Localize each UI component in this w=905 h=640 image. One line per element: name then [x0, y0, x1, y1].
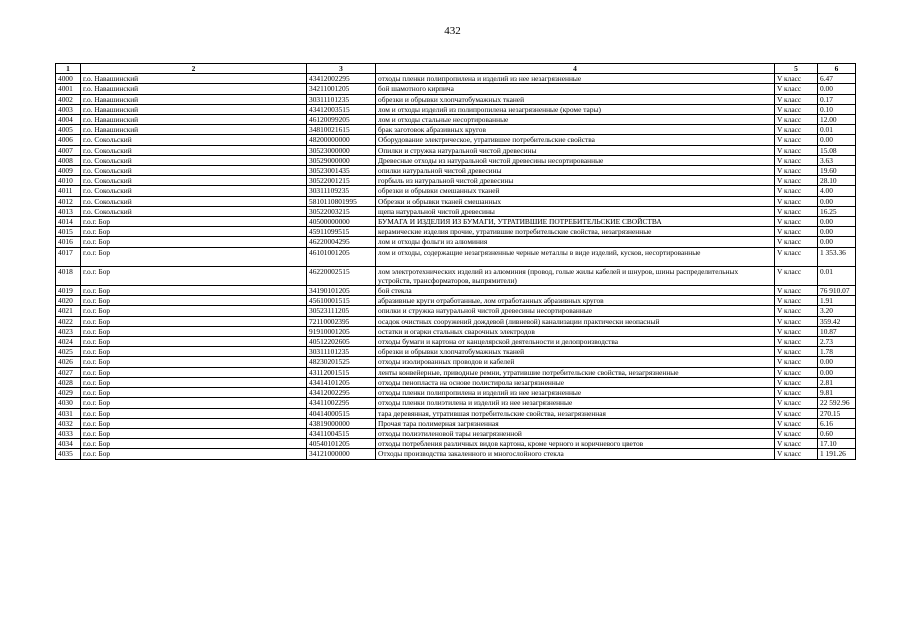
cell-municipality: г.о.г. Бор: [81, 227, 307, 237]
cell-waste-name: Опилки и стружка натуральной чистой древесины: [376, 145, 775, 155]
cell-waste-name: тара деревянная, утратившая потребительские свойства, незагрязненная: [376, 408, 775, 418]
cell-amount: 2.81: [818, 377, 856, 387]
table-row: [56, 217, 856, 227]
cell-municipality: г.о.г. Бор: [81, 326, 307, 336]
cell-row-number: 4026: [56, 357, 81, 367]
cell-row-number: 4015: [56, 227, 81, 237]
cell-municipality: г.о. Навашинский: [81, 74, 307, 84]
cell-municipality: г.о. Сокольский: [81, 166, 307, 176]
cell-waste-code: 46220002515: [307, 266, 376, 285]
cell-row-number: 4011: [56, 186, 81, 196]
cell-waste-code: 34121000000: [307, 449, 376, 459]
cell-amount: 0.00: [818, 357, 856, 367]
cell-hazard-class: V класс: [775, 367, 818, 377]
cell-row-number: 4028: [56, 377, 81, 387]
cell-amount: 1.78: [818, 347, 856, 357]
cell-municipality: г.о.г. Бор: [81, 217, 307, 227]
table-row: [56, 418, 856, 428]
cell-municipality: г.о.г. Бор: [81, 316, 307, 326]
cell-waste-name: отходы пленки полипропилена и изделий из нее незагрязненные: [376, 74, 775, 84]
cell-hazard-class: V класс: [775, 316, 818, 326]
table-row: [56, 186, 856, 196]
cell-amount: 10.87: [818, 326, 856, 336]
cell-waste-code: 40540101205: [307, 439, 376, 449]
table-row: [56, 196, 856, 206]
cell-row-number: 4010: [56, 176, 81, 186]
column-header-1: 1: [56, 64, 81, 74]
cell-municipality: г.о.г. Бор: [81, 418, 307, 428]
cell-waste-name: керамические изделия прочие, утратившие потребительские свойства, незагрязненные: [376, 227, 775, 237]
page-number: 432: [444, 25, 461, 37]
cell-row-number: 4013: [56, 206, 81, 216]
cell-waste-code: 34810021615: [307, 125, 376, 135]
cell-waste-code: 30522003215: [307, 206, 376, 216]
cell-municipality: г.о.г. Бор: [81, 237, 307, 247]
cell-municipality: г.о. Сокольский: [81, 186, 307, 196]
cell-municipality: г.о.г. Бор: [81, 377, 307, 387]
table-row: [56, 155, 856, 165]
cell-waste-name: обрезки и обрывки хлопчатобумажных тканей: [376, 94, 775, 104]
cell-waste-name: Отходы производства закаленного и многослойного стекла: [376, 449, 775, 459]
table-row: [56, 94, 856, 104]
cell-waste-code: 43112001515: [307, 367, 376, 377]
table-row: [56, 306, 856, 316]
cell-amount: 0.00: [818, 217, 856, 227]
cell-municipality: г.о.г. Бор: [81, 296, 307, 306]
cell-waste-name: отходы полиэтиленовой тары незагрязненной: [376, 428, 775, 438]
cell-municipality: г.о.г. Бор: [81, 347, 307, 357]
table-row: [56, 166, 856, 176]
cell-row-number: 4009: [56, 166, 81, 176]
cell-hazard-class: V класс: [775, 286, 818, 296]
cell-municipality: г.о. Сокольский: [81, 176, 307, 186]
cell-municipality: г.о.г. Бор: [81, 337, 307, 347]
table-row: [56, 388, 856, 398]
cell-hazard-class: V класс: [775, 145, 818, 155]
cell-municipality: г.о. Сокольский: [81, 155, 307, 165]
cell-waste-name: отходы потребления различных видов картона, кроме черного и коричневого цветов: [376, 439, 775, 449]
cell-amount: 2.73: [818, 337, 856, 347]
cell-waste-code: 45911099515: [307, 227, 376, 237]
cell-row-number: 4033: [56, 428, 81, 438]
table-row: [56, 247, 856, 266]
cell-amount: 0.10: [818, 104, 856, 114]
cell-hazard-class: V класс: [775, 439, 818, 449]
cell-row-number: 4017: [56, 247, 81, 266]
cell-municipality: г.о. Сокольский: [81, 135, 307, 145]
cell-waste-name: бой шамотного кирпича: [376, 84, 775, 94]
cell-amount: 4.00: [818, 186, 856, 196]
cell-amount: 0.60: [818, 428, 856, 438]
cell-waste-name: Обрезки и обрывки тканей смешанных: [376, 196, 775, 206]
cell-waste-name: осадок очистных сооружений дождевой (ливневой) канализации практически неопасный: [376, 316, 775, 326]
table-row: [56, 316, 856, 326]
cell-waste-code: 43414101205: [307, 377, 376, 387]
cell-row-number: 4032: [56, 418, 81, 428]
cell-amount: 3.20: [818, 306, 856, 316]
cell-waste-name: отходы пенопласта на основе полистирола незагрязненные: [376, 377, 775, 387]
table-header-row: [56, 64, 856, 74]
table-row: [56, 176, 856, 186]
cell-row-number: 4004: [56, 115, 81, 125]
cell-waste-name: Прочая тара полимерная загрязненная: [376, 418, 775, 428]
cell-hazard-class: V класс: [775, 206, 818, 216]
cell-amount: 1 191.26: [818, 449, 856, 459]
cell-municipality: г.о. Сокольский: [81, 145, 307, 155]
cell-row-number: 4012: [56, 196, 81, 206]
cell-waste-code: 30311101235: [307, 94, 376, 104]
cell-amount: 19.60: [818, 166, 856, 176]
cell-row-number: 4023: [56, 326, 81, 336]
cell-amount: 1 353.36: [818, 247, 856, 266]
cell-amount: 3.63: [818, 155, 856, 165]
cell-amount: 0.00: [818, 237, 856, 247]
cell-amount: 22 592.96: [818, 398, 856, 408]
waste-registry-table: [55, 63, 856, 460]
cell-waste-code: 30311101235: [307, 347, 376, 357]
cell-waste-name: отходы бумаги и картона от канцелярской деятельности и делопроизводства: [376, 337, 775, 347]
cell-hazard-class: V класс: [775, 166, 818, 176]
cell-waste-code: 30523001435: [307, 166, 376, 176]
cell-hazard-class: V класс: [775, 84, 818, 94]
cell-amount: 76 910.07: [818, 286, 856, 296]
cell-municipality: г.о. Навашинский: [81, 84, 307, 94]
cell-waste-code: 30529000000: [307, 155, 376, 165]
cell-hazard-class: V класс: [775, 176, 818, 186]
table-row: [56, 227, 856, 237]
cell-hazard-class: V класс: [775, 135, 818, 145]
column-header-2: 2: [81, 64, 307, 74]
cell-amount: 0.00: [818, 196, 856, 206]
table-row: [56, 145, 856, 155]
cell-hazard-class: V класс: [775, 357, 818, 367]
table-row: [56, 367, 856, 377]
column-header-3: 3: [307, 64, 376, 74]
cell-waste-name: щепа натуральной чистой древесины: [376, 206, 775, 216]
cell-waste-code: 40512202605: [307, 337, 376, 347]
cell-row-number: 4025: [56, 347, 81, 357]
table-row: [56, 439, 856, 449]
cell-waste-name: отходы пленки полипропилена и изделий из нее незагрязненные: [376, 388, 775, 398]
cell-row-number: 4021: [56, 306, 81, 316]
cell-hazard-class: V класс: [775, 377, 818, 387]
cell-waste-code: 30523000000: [307, 145, 376, 155]
cell-amount: 0.17: [818, 94, 856, 104]
cell-waste-name: отходы пленки полиэтилена и изделий из нее незагрязненные: [376, 398, 775, 408]
cell-row-number: 4003: [56, 104, 81, 114]
cell-row-number: 4029: [56, 388, 81, 398]
cell-amount: 15.08: [818, 145, 856, 155]
cell-hazard-class: V класс: [775, 398, 818, 408]
cell-amount: 270.15: [818, 408, 856, 418]
cell-hazard-class: V класс: [775, 428, 818, 438]
cell-waste-name: опилки натуральной чистой древесины: [376, 166, 775, 176]
cell-amount: 1.91: [818, 296, 856, 306]
cell-municipality: г.о. Навашинский: [81, 115, 307, 125]
cell-row-number: 4027: [56, 367, 81, 377]
cell-row-number: 4031: [56, 408, 81, 418]
cell-waste-name: Оборудование электрическое, утратившее потребительские свойства: [376, 135, 775, 145]
cell-row-number: 4034: [56, 439, 81, 449]
cell-waste-code: 43412002295: [307, 74, 376, 84]
cell-hazard-class: V класс: [775, 418, 818, 428]
cell-row-number: 4016: [56, 237, 81, 247]
cell-hazard-class: V класс: [775, 247, 818, 266]
cell-waste-code: 91910001205: [307, 326, 376, 336]
cell-hazard-class: V класс: [775, 227, 818, 237]
table-row: [56, 74, 856, 84]
cell-hazard-class: V класс: [775, 104, 818, 114]
cell-municipality: г.о. Навашинский: [81, 125, 307, 135]
table-row: [56, 398, 856, 408]
cell-municipality: г.о.г. Бор: [81, 428, 307, 438]
cell-waste-code: 40500000000: [307, 217, 376, 227]
cell-amount: 6.47: [818, 74, 856, 84]
cell-amount: 0.01: [818, 266, 856, 285]
cell-waste-code: 43412003515: [307, 104, 376, 114]
cell-waste-code: 48200000000: [307, 135, 376, 145]
table-row: [56, 104, 856, 114]
cell-waste-code: 46101001205: [307, 247, 376, 266]
table-row: [56, 84, 856, 94]
cell-amount: 9.81: [818, 388, 856, 398]
cell-waste-code: 48230201525: [307, 357, 376, 367]
cell-amount: 0.01: [818, 125, 856, 135]
cell-municipality: г.о. Сокольский: [81, 206, 307, 216]
cell-row-number: 4022: [56, 316, 81, 326]
cell-row-number: 4005: [56, 125, 81, 135]
cell-waste-code: 34211001205: [307, 84, 376, 94]
cell-waste-name: абразивные круги отработанные, лом отработанных абразивных кругов: [376, 296, 775, 306]
cell-hazard-class: V класс: [775, 217, 818, 227]
cell-amount: 359.42: [818, 316, 856, 326]
cell-waste-code: 43819000000: [307, 418, 376, 428]
cell-hazard-class: V класс: [775, 125, 818, 135]
cell-waste-code: 30523111205: [307, 306, 376, 316]
cell-row-number: 4007: [56, 145, 81, 155]
cell-amount: 28.10: [818, 176, 856, 186]
cell-waste-name: лом электротехнических изделий из алюминия (провод, голые жилы кабелей и шнуров, шины распределительных устройств, трансформаторов, выпрямители): [376, 266, 775, 285]
cell-waste-name: остатки и огарки стальных сварочных электродов: [376, 326, 775, 336]
table-body: [56, 74, 856, 459]
table-row: [56, 286, 856, 296]
cell-amount: 0.00: [818, 227, 856, 237]
cell-municipality: г.о.г. Бор: [81, 449, 307, 459]
cell-waste-name: лом и отходы стальные несортированные: [376, 115, 775, 125]
cell-row-number: 4030: [56, 398, 81, 408]
cell-waste-name: бой стекла: [376, 286, 775, 296]
cell-amount: 17.10: [818, 439, 856, 449]
cell-municipality: г.о.г. Бор: [81, 247, 307, 266]
cell-amount: 6.16: [818, 418, 856, 428]
table-row: [56, 296, 856, 306]
cell-row-number: 4001: [56, 84, 81, 94]
cell-waste-name: опилки и стружка натуральной чистой древесины несортированные: [376, 306, 775, 316]
cell-municipality: г.о.г. Бор: [81, 388, 307, 398]
cell-row-number: 4002: [56, 94, 81, 104]
cell-municipality: г.о. Навашинский: [81, 104, 307, 114]
cell-municipality: г.о.г. Бор: [81, 266, 307, 285]
table-row: [56, 347, 856, 357]
cell-row-number: 4020: [56, 296, 81, 306]
table-row: [56, 326, 856, 336]
cell-waste-name: ленты конвейерные, приводные ремни, утратившие потребительские свойства, незагрязненные: [376, 367, 775, 377]
cell-hazard-class: V класс: [775, 306, 818, 316]
column-header-6: 6: [818, 64, 856, 74]
cell-municipality: г.о.г. Бор: [81, 357, 307, 367]
cell-waste-name: брак заготовок абразивных кругов: [376, 125, 775, 135]
table-row: [56, 449, 856, 459]
cell-municipality: г.о.г. Бор: [81, 439, 307, 449]
cell-municipality: г.о.г. Бор: [81, 367, 307, 377]
cell-row-number: 4035: [56, 449, 81, 459]
cell-municipality: г.о.г. Бор: [81, 306, 307, 316]
cell-hazard-class: V класс: [775, 266, 818, 285]
cell-row-number: 4006: [56, 135, 81, 145]
cell-waste-name: обрезки и обрывки смешанных тканей: [376, 186, 775, 196]
cell-waste-name: Древесные отходы из натуральной чистой древесины несортированные: [376, 155, 775, 165]
cell-waste-name: горбыль из натуральной чистой древесины: [376, 176, 775, 186]
column-header-5: 5: [775, 64, 818, 74]
cell-waste-name: лом и отходы изделий из полипропилена незагрязненные (кроме тары): [376, 104, 775, 114]
cell-amount: 0.00: [818, 367, 856, 377]
cell-waste-code: 43411004515: [307, 428, 376, 438]
cell-hazard-class: V класс: [775, 74, 818, 84]
cell-waste-name: БУМАГА И ИЗДЕЛИЯ ИЗ БУМАГИ, УТРАТИВШИЕ ПОТРЕБИТЕЛЬСКИЕ СВОЙСТВА: [376, 217, 775, 227]
table-row: [56, 266, 856, 285]
cell-row-number: 4018: [56, 266, 81, 285]
column-header-4: 4: [376, 64, 775, 74]
cell-waste-name: отходы изолированных проводов и кабелей: [376, 357, 775, 367]
cell-waste-name: обрезки и обрывки хлопчатобумажных тканей: [376, 347, 775, 357]
table-row: [56, 125, 856, 135]
cell-amount: 0.00: [818, 135, 856, 145]
table-row: [56, 115, 856, 125]
cell-waste-code: 5810110801995: [307, 196, 376, 206]
cell-waste-code: 46220004295: [307, 237, 376, 247]
cell-amount: 0.00: [818, 84, 856, 94]
cell-hazard-class: V класс: [775, 296, 818, 306]
cell-waste-code: 34190101205: [307, 286, 376, 296]
cell-hazard-class: V класс: [775, 408, 818, 418]
cell-waste-code: 43411002295: [307, 398, 376, 408]
cell-hazard-class: V класс: [775, 326, 818, 336]
cell-municipality: г.о. Навашинский: [81, 94, 307, 104]
table-row: [56, 337, 856, 347]
cell-row-number: 4014: [56, 217, 81, 227]
cell-hazard-class: V класс: [775, 337, 818, 347]
table-row: [56, 377, 856, 387]
cell-hazard-class: V класс: [775, 186, 818, 196]
cell-waste-code: 30522001215: [307, 176, 376, 186]
cell-hazard-class: V класс: [775, 155, 818, 165]
cell-waste-name: лом и отходы, содержащие незагрязненные черные металлы в виде изделий, кусков, несортированные: [376, 247, 775, 266]
table-row: [56, 357, 856, 367]
cell-waste-code: 46120099205: [307, 115, 376, 125]
cell-amount: 16.25: [818, 206, 856, 216]
cell-municipality: г.о. Сокольский: [81, 196, 307, 206]
cell-waste-code: 72110002395: [307, 316, 376, 326]
cell-municipality: г.о.г. Бор: [81, 408, 307, 418]
cell-waste-code: 30311109235: [307, 186, 376, 196]
cell-hazard-class: V класс: [775, 388, 818, 398]
cell-waste-code: 40414000515: [307, 408, 376, 418]
cell-hazard-class: V класс: [775, 115, 818, 125]
cell-waste-code: 43412002295: [307, 388, 376, 398]
cell-municipality: г.о.г. Бор: [81, 286, 307, 296]
table-row: [56, 206, 856, 216]
cell-row-number: 4024: [56, 337, 81, 347]
table-row: [56, 408, 856, 418]
cell-hazard-class: V класс: [775, 449, 818, 459]
cell-hazard-class: V класс: [775, 347, 818, 357]
cell-row-number: 4019: [56, 286, 81, 296]
cell-waste-name: лом и отходы фольги из алюминия: [376, 237, 775, 247]
cell-hazard-class: V класс: [775, 196, 818, 206]
cell-row-number: 4000: [56, 74, 81, 84]
cell-municipality: г.о.г. Бор: [81, 398, 307, 408]
cell-row-number: 4008: [56, 155, 81, 165]
cell-hazard-class: V класс: [775, 237, 818, 247]
cell-waste-code: 45610001515: [307, 296, 376, 306]
cell-hazard-class: V класс: [775, 94, 818, 104]
table-row: [56, 428, 856, 438]
table-row: [56, 135, 856, 145]
cell-amount: 12.00: [818, 115, 856, 125]
table-row: [56, 237, 856, 247]
